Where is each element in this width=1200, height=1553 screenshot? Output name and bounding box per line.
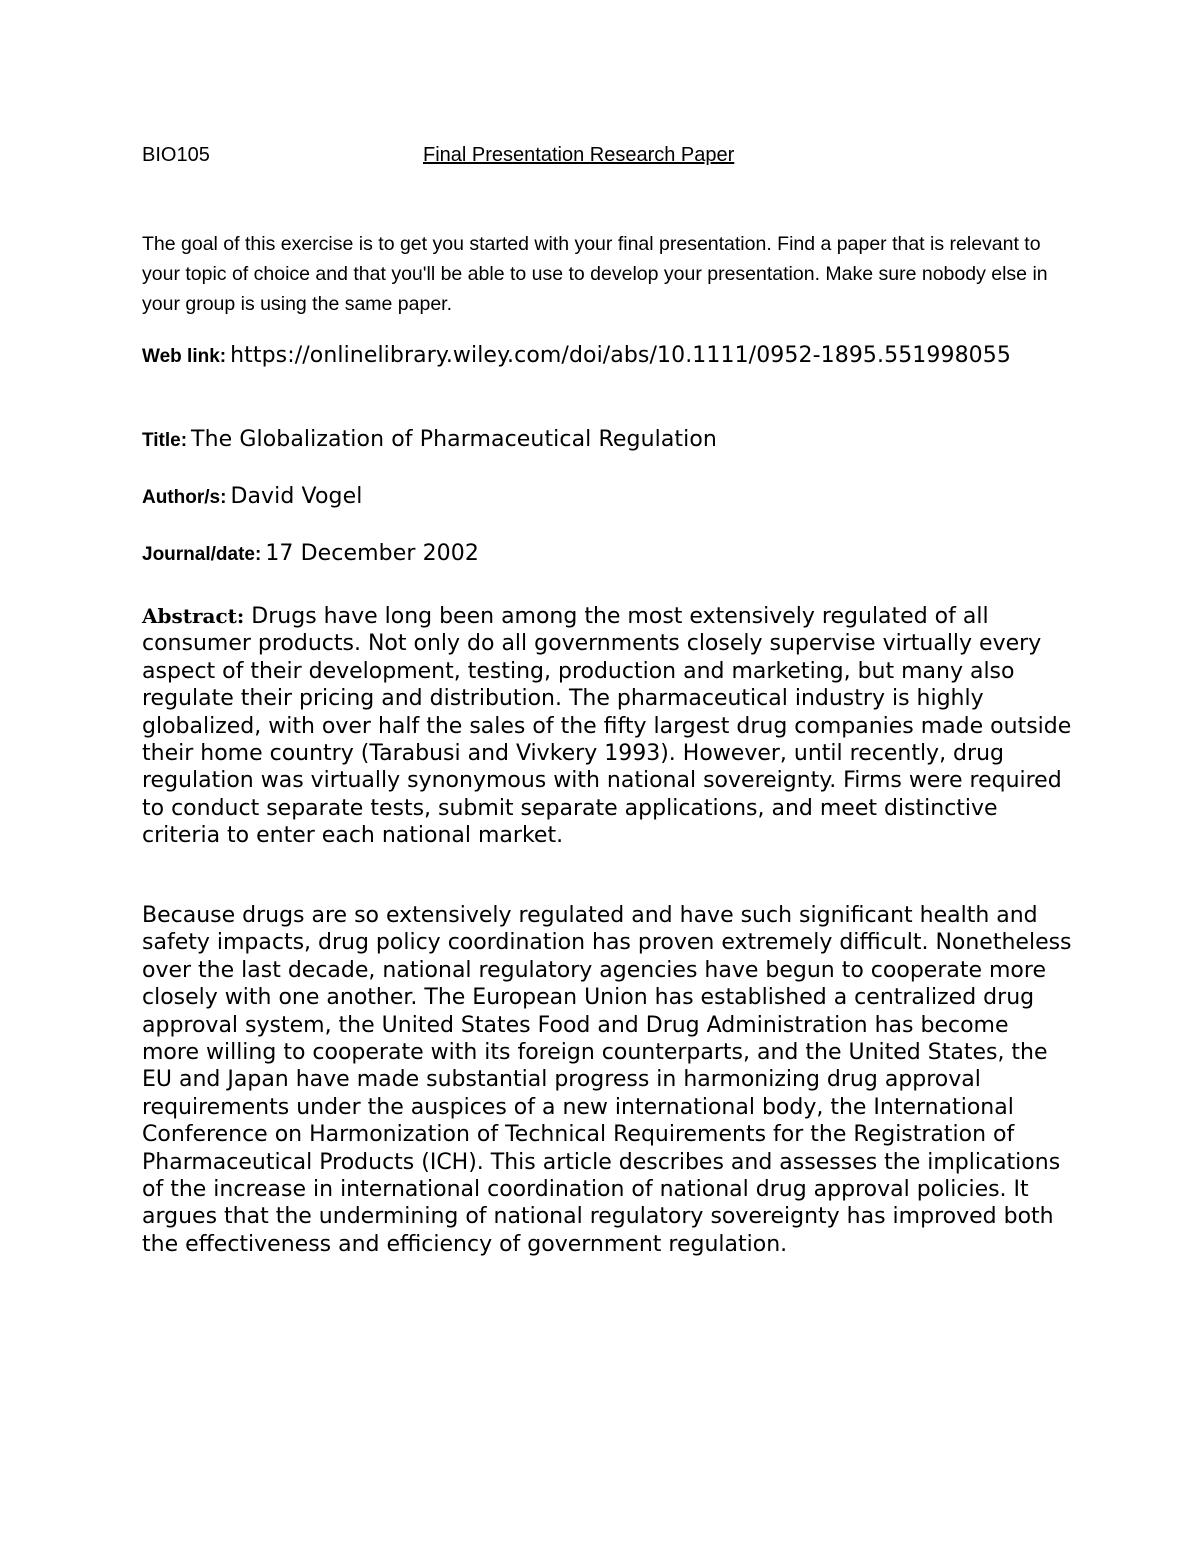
abstract-text-1: Drugs have long been among the most extensively regulated of all consumer products. Not only do all governments closely supervise virtually every aspect of their development, testing, production and marketing, but many also regulate their pricing and distribution. The pharmaceutical industry is highly globalized, with over half the sales of the fifty largest drug companies made outside their home country (Tarabusi and Vivkery 1993). However, until recently, drug regulation was virtually synonymous with national sovereignty. Firms were required to conduct separate tests, submit separate applications, and meet distinctive criteria to enter each national market. <box>142 604 1072 849</box>
journal-date-field <box>142 539 1062 571</box>
document-header <box>142 144 1062 172</box>
abstract-paragraph-1 <box>142 603 1072 850</box>
abstract-paragraph-2: Because drugs are so extensively regulated and have such significant health and safety impacts, drug policy coordination has proven extremely difficult. Nonetheless over the last decade, national regulatory agencies have begun to cooperate more closely with one another. The European Union has established a centralized drug approval system, the United States Food and Drug Administration has become more willing to cooperate with its foreign counterparts, and the United States, the EU and Japan have made substantial progress in harmonizing drug approval requirements under the auspices of a new international body, the International Conference on Harmonization of Technical Requirements for the Registration of Pharmaceutical Products (ICH). This article describes and assesses the implications of the increase in international coordination of national drug approval policies. It argues that the undermining of national regulatory sovereignty has improved both the effectiveness and efficiency of government regulation. <box>142 903 1072 1257</box>
web-link-label: Web link: <box>142 346 227 367</box>
author-field <box>142 482 1062 514</box>
paper-title-label: Title: <box>142 430 188 451</box>
author-label: Author/s: <box>142 487 227 508</box>
document-title: Final Presentation Research Paper <box>423 144 735 166</box>
paper-title-value: The Globalization of Pharmaceutical Regulation <box>191 427 717 452</box>
course-code: BIO105 <box>142 144 210 166</box>
web-link-field <box>142 342 1062 372</box>
journal-date-value: 17 December 2002 <box>265 541 479 566</box>
journal-date-label: Journal/date: <box>142 544 262 565</box>
web-link-value: https://onlinelibrary.wiley.com/doi/abs/10.1111/0952-1895.551998055 <box>230 343 1011 368</box>
abstract-label: Abstract: <box>142 604 245 628</box>
author-value: David Vogel <box>230 484 363 509</box>
paper-title-field <box>142 425 1062 457</box>
intro-paragraph: The goal of this exercise is to get you started with your final presentation. Find a paper that is relevant to your topic of choice and that you'll be able to use to develop your presentation. Make sure nobody else in your group is using the same paper. <box>142 233 1048 315</box>
